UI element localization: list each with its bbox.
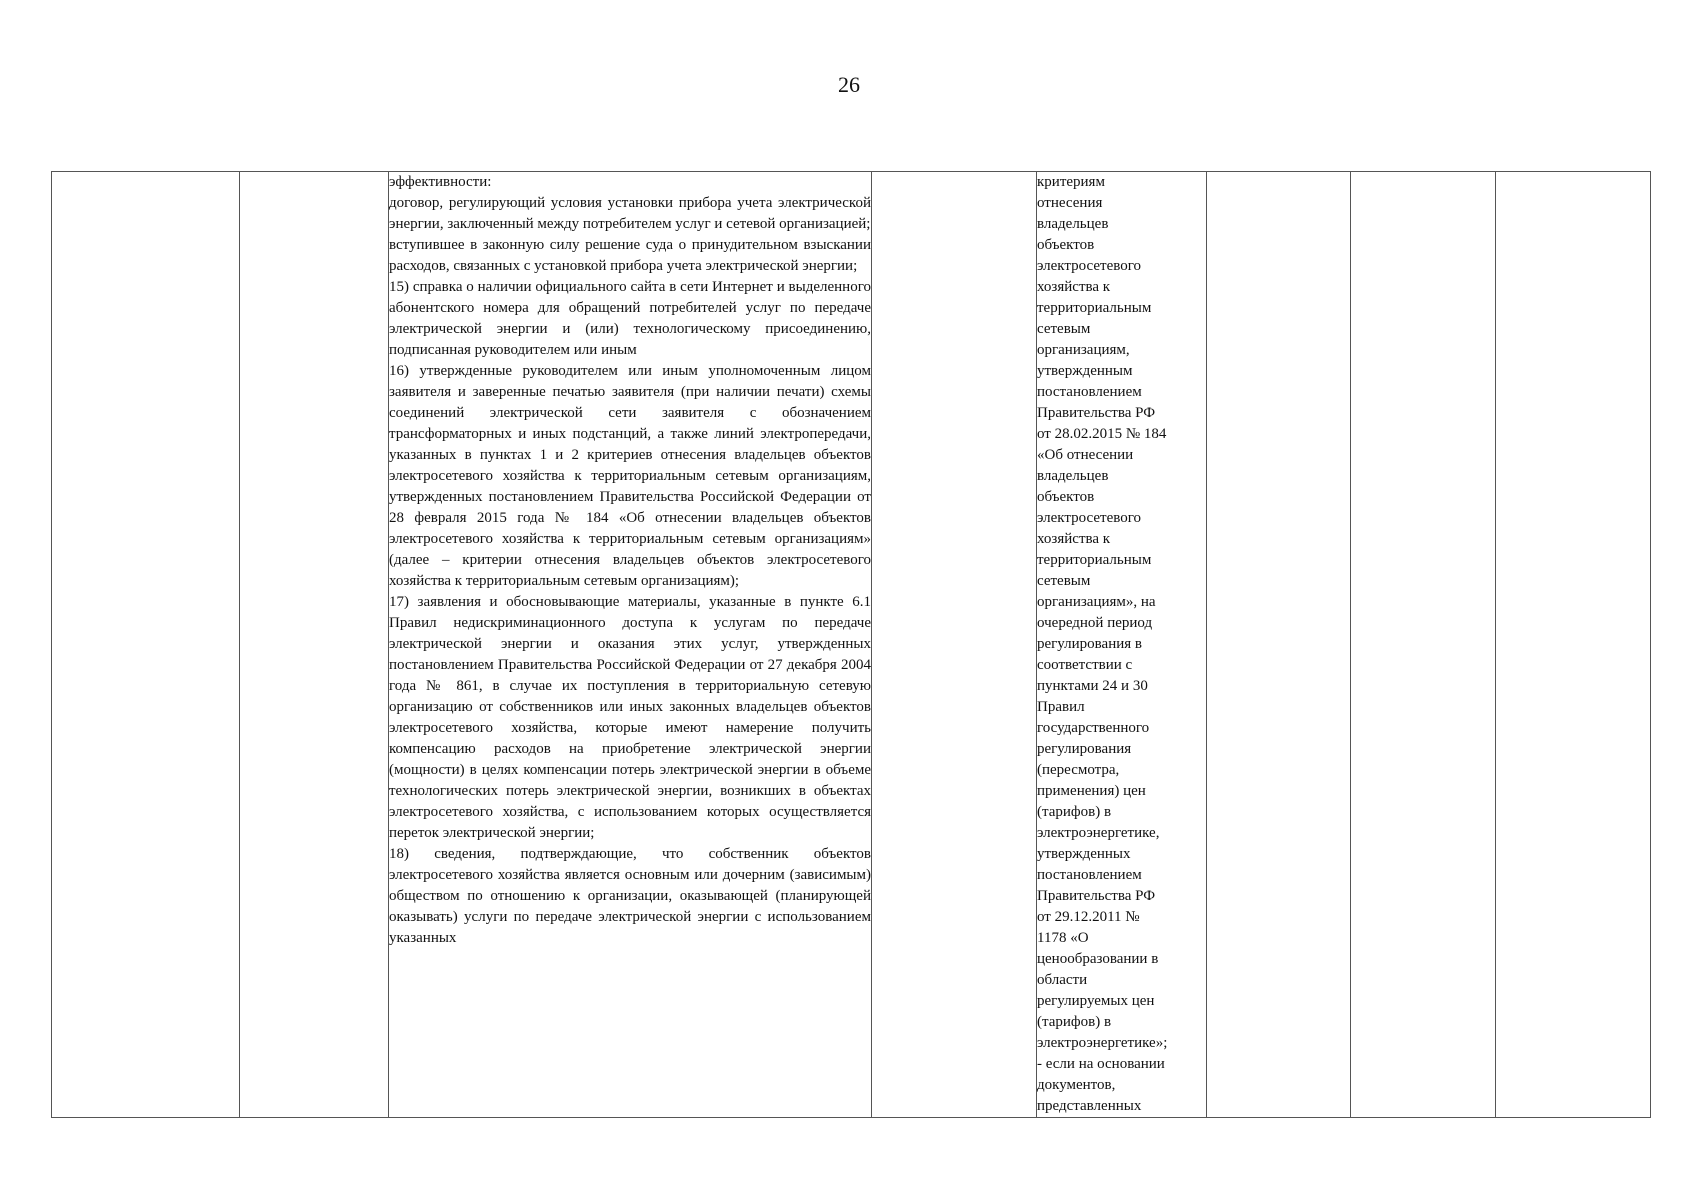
- text-line: от 29.12.2011 №: [1037, 909, 1140, 925]
- text-line: объектов: [1037, 489, 1095, 505]
- text-line: области: [1037, 972, 1088, 988]
- text-paragraph: 17) заявления и обосновывающие материалы, указанные в пункте 6.1 Правил недискриминационного доступа к услугам по передаче электрической энергии и оказания этих услуг, утвержденных постановлением Правительства Российской Федерации от 27 декабря 2004 года № 861, в случае их поступления в территориальную сетевую организацию от собственников или иных законных владельцев объектов электросетевого хозяйства, которые имеют намерение получить компенсацию расходов на приобретение электрической энергии (мощности) в целях компенсации потерь электрической энергии в объеме технологических потерь электрической энергии, возникших в объектах электросетевого хозяйства, с использованием которых осуществляется переток электрической энергии;: [389, 594, 871, 841]
- text-line: утвержденных: [1037, 846, 1131, 862]
- table-cell-col2: [240, 172, 389, 1118]
- text-line: (тарифов) в: [1037, 804, 1112, 820]
- table-cell-criteria-text: [1037, 172, 1207, 1118]
- text-line: ценообразовании в: [1037, 951, 1159, 967]
- text-line: хозяйства к: [1037, 531, 1111, 547]
- text-line: электросетевого: [1037, 258, 1141, 274]
- text-line: государственного: [1037, 720, 1150, 736]
- table-cell-col7: [1351, 172, 1496, 1118]
- table-cell-col8: [1496, 172, 1651, 1118]
- text-line: организациям», на: [1037, 594, 1156, 610]
- table-cell-col1: [52, 172, 240, 1118]
- text-line: владельцев: [1037, 216, 1109, 232]
- text-line: от 28.02.2015 № 184: [1037, 426, 1167, 442]
- text-line: применения) цен: [1037, 783, 1146, 799]
- text-line: сетевым: [1037, 321, 1091, 337]
- text-line: владельцев: [1037, 468, 1109, 484]
- table-cell-requirements-text: [389, 172, 872, 1118]
- text-line: электроэнергетике»;: [1037, 1035, 1168, 1051]
- text-paragraph: вступившее в законную силу решение суда о принудительном взыскании расходов, связанных с установкой прибора учета электрической энергии;: [389, 237, 871, 274]
- text-line: представленных: [1037, 1098, 1142, 1114]
- text-line: соответствии с: [1037, 657, 1133, 673]
- page-number: 26: [838, 72, 860, 97]
- text-line: отнесения: [1037, 195, 1103, 211]
- text-paragraph: 15) справка о наличии официального сайта в сети Интернет и выделенного абонентского номера для обращений потребителей услуг по передаче электрической энергии и (или) технологическому присоединению, подписанная руководителем или иным: [389, 279, 871, 358]
- text-paragraph: договор, регулирующий условия установки прибора учета электрической энергии, заключенный между потребителем услуг и сетевой организацией;: [389, 195, 871, 232]
- text-line: «Об отнесении: [1037, 447, 1134, 463]
- text-line: постановлением: [1037, 384, 1142, 400]
- text-line: Правил: [1037, 699, 1085, 715]
- text-line: документов,: [1037, 1077, 1116, 1093]
- text-line: 1178 «О: [1037, 930, 1089, 946]
- table-row: [52, 172, 1651, 1118]
- text-line: организациям,: [1037, 342, 1130, 358]
- text-line: сетевым: [1037, 573, 1091, 589]
- text-line: электросетевого: [1037, 510, 1141, 526]
- text-line: (тарифов) в: [1037, 1014, 1112, 1030]
- table-cell-col4: [872, 172, 1037, 1118]
- text-paragraph: эффективности:: [389, 174, 492, 190]
- text-line: пунктами 24 и 30: [1037, 678, 1148, 694]
- text-line: территориальным: [1037, 552, 1152, 568]
- document-table: [51, 171, 1651, 1118]
- text-line: регулирования в: [1037, 636, 1142, 652]
- text-line: хозяйства к: [1037, 279, 1111, 295]
- text-line: территориальным: [1037, 300, 1152, 316]
- text-paragraph: 18) сведения, подтверждающие, что собственник объектов электросетевого хозяйства является основным или дочерним (зависимым) обществом по отношению к организации, оказывающей (планирующей оказывать) услуги по передаче электрической энергии с использованием указанных: [389, 846, 871, 946]
- text-line: объектов: [1037, 237, 1095, 253]
- table-cell-col6: [1207, 172, 1351, 1118]
- text-line: регулируемых цен: [1037, 993, 1155, 1009]
- text-line: (пересмотра,: [1037, 762, 1120, 778]
- text-line: утвержденным: [1037, 363, 1133, 379]
- text-line: - если на основании: [1037, 1056, 1165, 1072]
- text-line: регулирования: [1037, 741, 1132, 757]
- text-paragraph: 16) утвержденные руководителем или иным уполномоченным лицом заявителя и заверенные печатью заявителя (при наличии печати) схемы соединений электрической сети заявителя с обозначением трансформаторных и иных подстанций, а также линий электропередачи, указанных в пунктах 1 и 2 критериев отнесения владельцев объектов электросетевого хозяйства к территориальным сетевым организациям, утвержденных постановлением Правительства Российской Федерации от 28 февраля 2015 года № 184 «Об отнесении владельцев объектов электросетевого хозяйства к территориальным сетевым организациям» (далее – критерии отнесения владельцев объектов электросетевого хозяйства к территориальным сетевым организациям);: [389, 363, 871, 589]
- text-line: электроэнергетике,: [1037, 825, 1160, 841]
- text-line: критериям: [1037, 174, 1105, 190]
- text-line: Правительства РФ: [1037, 405, 1156, 421]
- text-line: постановлением: [1037, 867, 1142, 883]
- text-line: Правительства РФ: [1037, 888, 1156, 904]
- text-line: очередной период: [1037, 615, 1153, 631]
